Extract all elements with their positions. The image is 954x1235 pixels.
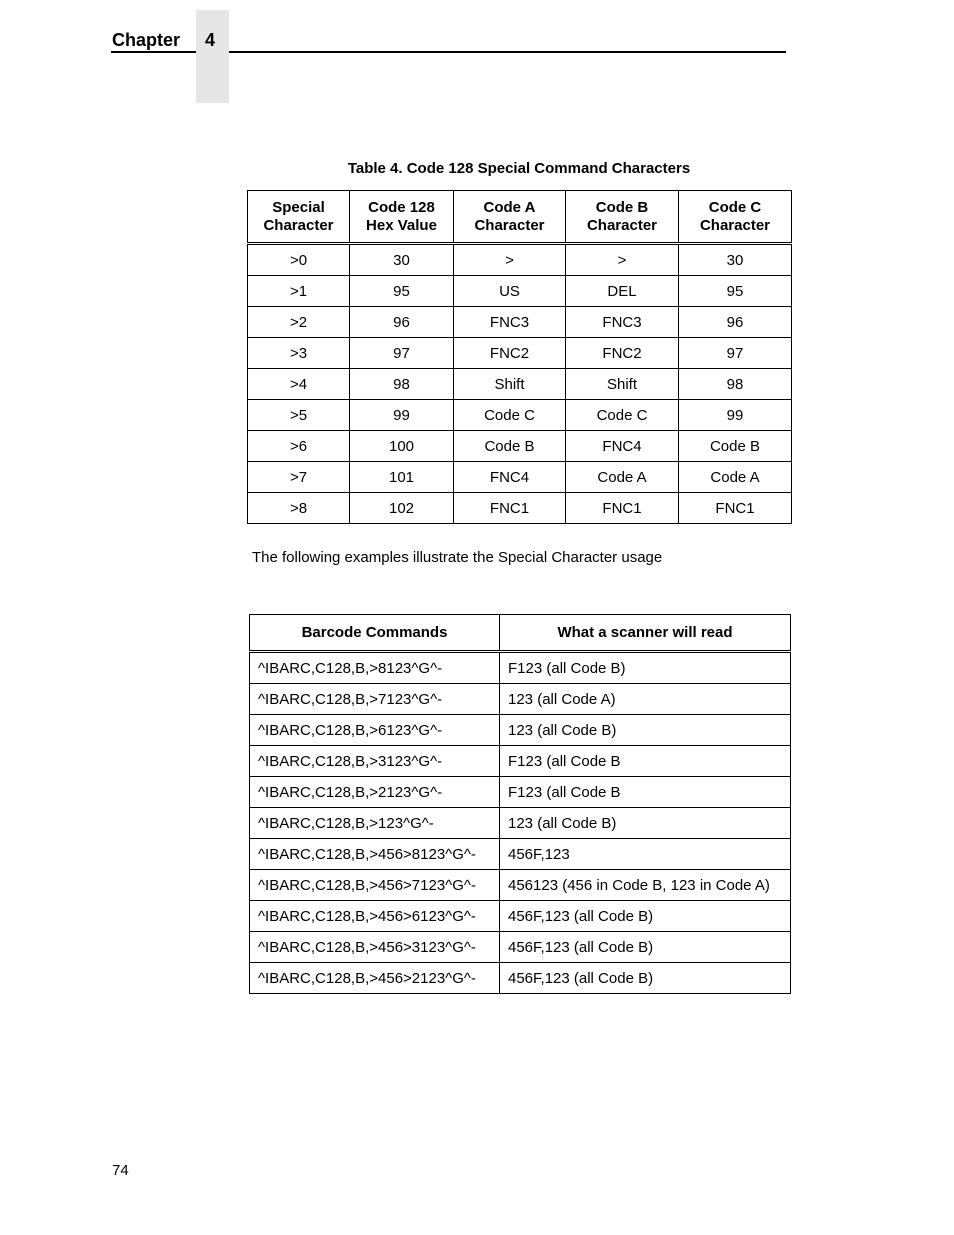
table-cell: 102 bbox=[350, 493, 454, 524]
table-row bbox=[250, 963, 791, 994]
header-rule bbox=[229, 51, 786, 53]
column-header bbox=[454, 191, 566, 244]
table-row bbox=[250, 901, 791, 932]
table-cell: FNC1 bbox=[679, 493, 792, 524]
table-caption: Table 4. Code 128 Special Command Characters bbox=[347, 160, 691, 177]
column-header bbox=[566, 191, 679, 244]
table-cell: 30 bbox=[350, 244, 454, 276]
table-cell: ^IBARC,C128,B,>456>3123^G^- bbox=[250, 932, 500, 963]
table-row bbox=[248, 338, 792, 369]
table-cell: Shift bbox=[566, 369, 679, 400]
table-cell: 456F,123 (all Code B) bbox=[500, 901, 791, 932]
table-row bbox=[250, 652, 791, 684]
table-cell: FNC2 bbox=[454, 338, 566, 369]
table-row bbox=[250, 870, 791, 901]
table-cell: Code A bbox=[566, 462, 679, 493]
table-cell: 97 bbox=[679, 338, 792, 369]
table-cell: 101 bbox=[350, 462, 454, 493]
column-header: What a scanner will read bbox=[500, 615, 791, 652]
chapter-underline bbox=[111, 51, 196, 53]
table-cell: 95 bbox=[679, 276, 792, 307]
column-header-line: Hex Value bbox=[366, 216, 437, 234]
table-row bbox=[250, 746, 791, 777]
table-cell: 95 bbox=[350, 276, 454, 307]
column-header-line: Code 128 bbox=[368, 198, 435, 216]
table-cell: 456F,123 bbox=[500, 839, 791, 870]
table-row bbox=[248, 462, 792, 493]
table-cell: F123 (all Code B) bbox=[500, 652, 791, 684]
table-cell: FNC1 bbox=[566, 493, 679, 524]
table-header-row bbox=[248, 191, 792, 244]
column-header-line: Code C bbox=[708, 198, 762, 216]
table-row bbox=[250, 684, 791, 715]
table-row bbox=[250, 839, 791, 870]
column-header-line: Code A bbox=[483, 198, 536, 216]
table-cell: 100 bbox=[350, 431, 454, 462]
table-cell: >3 bbox=[248, 338, 350, 369]
table-cell: 99 bbox=[679, 400, 792, 431]
table-cell: FNC4 bbox=[454, 462, 566, 493]
column-header bbox=[679, 191, 792, 244]
table-row bbox=[250, 715, 791, 746]
column-header bbox=[248, 191, 350, 244]
table-cell: Code B bbox=[679, 431, 792, 462]
table-cell: 98 bbox=[350, 369, 454, 400]
table-cell: >0 bbox=[248, 244, 350, 276]
table-row bbox=[248, 276, 792, 307]
column-header-line: Character bbox=[586, 216, 658, 234]
table-cell: DEL bbox=[566, 276, 679, 307]
table-row bbox=[248, 431, 792, 462]
table-cell: 96 bbox=[679, 307, 792, 338]
table-cell: >7 bbox=[248, 462, 350, 493]
table-cell: 99 bbox=[350, 400, 454, 431]
table-row bbox=[248, 493, 792, 524]
table-cell: F123 (all Code B bbox=[500, 746, 791, 777]
intro-text: The following examples illustrate the Special Character usage bbox=[252, 549, 663, 566]
chapter-tab bbox=[196, 10, 229, 103]
table-row bbox=[250, 932, 791, 963]
table-cell: 123 (all Code B) bbox=[500, 808, 791, 839]
table-cell: > bbox=[566, 244, 679, 276]
table-cell: 97 bbox=[350, 338, 454, 369]
table-row bbox=[248, 244, 792, 276]
table-cell: US bbox=[454, 276, 566, 307]
column-header-line: Code B bbox=[595, 198, 649, 216]
table-cell: Code B bbox=[454, 431, 566, 462]
table-cell: 123 (all Code A) bbox=[500, 684, 791, 715]
chapter-number: 4 bbox=[205, 30, 216, 50]
table-cell: ^IBARC,C128,B,>3123^G^- bbox=[250, 746, 500, 777]
table-cell: ^IBARC,C128,B,>8123^G^- bbox=[250, 652, 500, 684]
table-cell: 123 (all Code B) bbox=[500, 715, 791, 746]
table-cell: ^IBARC,C128,B,>456>7123^G^- bbox=[250, 870, 500, 901]
table-cell: > bbox=[454, 244, 566, 276]
table-cell: ^IBARC,C128,B,>456>6123^G^- bbox=[250, 901, 500, 932]
special-characters-table bbox=[247, 190, 792, 524]
table-cell: 456123 (456 in Code B, 123 in Code A) bbox=[500, 870, 791, 901]
table-cell: ^IBARC,C128,B,>456>2123^G^- bbox=[250, 963, 500, 994]
table-cell: FNC1 bbox=[454, 493, 566, 524]
barcode-examples-table bbox=[249, 614, 791, 994]
table-header-row bbox=[250, 615, 791, 652]
table-cell: ^IBARC,C128,B,>2123^G^- bbox=[250, 777, 500, 808]
table-cell: >6 bbox=[248, 431, 350, 462]
table-cell: Shift bbox=[454, 369, 566, 400]
table-cell: ^IBARC,C128,B,>456>8123^G^- bbox=[250, 839, 500, 870]
table-row bbox=[248, 307, 792, 338]
table-row bbox=[250, 777, 791, 808]
table-cell: >5 bbox=[248, 400, 350, 431]
column-header: Barcode Commands bbox=[250, 615, 500, 652]
table-cell: 98 bbox=[679, 369, 792, 400]
table-cell: 96 bbox=[350, 307, 454, 338]
table-row bbox=[248, 369, 792, 400]
table-cell: FNC4 bbox=[566, 431, 679, 462]
page-number: 74 bbox=[112, 1162, 129, 1179]
table-cell: Code A bbox=[679, 462, 792, 493]
table-cell: >8 bbox=[248, 493, 350, 524]
table-cell: >4 bbox=[248, 369, 350, 400]
column-header bbox=[350, 191, 454, 244]
column-header-line: Character bbox=[699, 216, 771, 234]
table-cell: 456F,123 (all Code B) bbox=[500, 963, 791, 994]
table-cell: FNC3 bbox=[454, 307, 566, 338]
table-row bbox=[248, 400, 792, 431]
column-header-line: Character bbox=[263, 216, 334, 234]
table-cell: ^IBARC,C128,B,>6123^G^- bbox=[250, 715, 500, 746]
table-cell: >2 bbox=[248, 307, 350, 338]
table-cell: 30 bbox=[679, 244, 792, 276]
chapter-label: Chapter bbox=[112, 30, 181, 50]
column-header-line: Character bbox=[474, 216, 545, 234]
table-cell: Code C bbox=[454, 400, 566, 431]
table-cell: FNC3 bbox=[566, 307, 679, 338]
table-row bbox=[250, 808, 791, 839]
table-cell: Code C bbox=[566, 400, 679, 431]
table-cell: F123 (all Code B bbox=[500, 777, 791, 808]
table-cell: 456F,123 (all Code B) bbox=[500, 932, 791, 963]
column-header-line: Special bbox=[272, 198, 325, 216]
table-cell: FNC2 bbox=[566, 338, 679, 369]
table-cell: ^IBARC,C128,B,>7123^G^- bbox=[250, 684, 500, 715]
table-cell: >1 bbox=[248, 276, 350, 307]
table-cell: ^IBARC,C128,B,>123^G^- bbox=[250, 808, 500, 839]
